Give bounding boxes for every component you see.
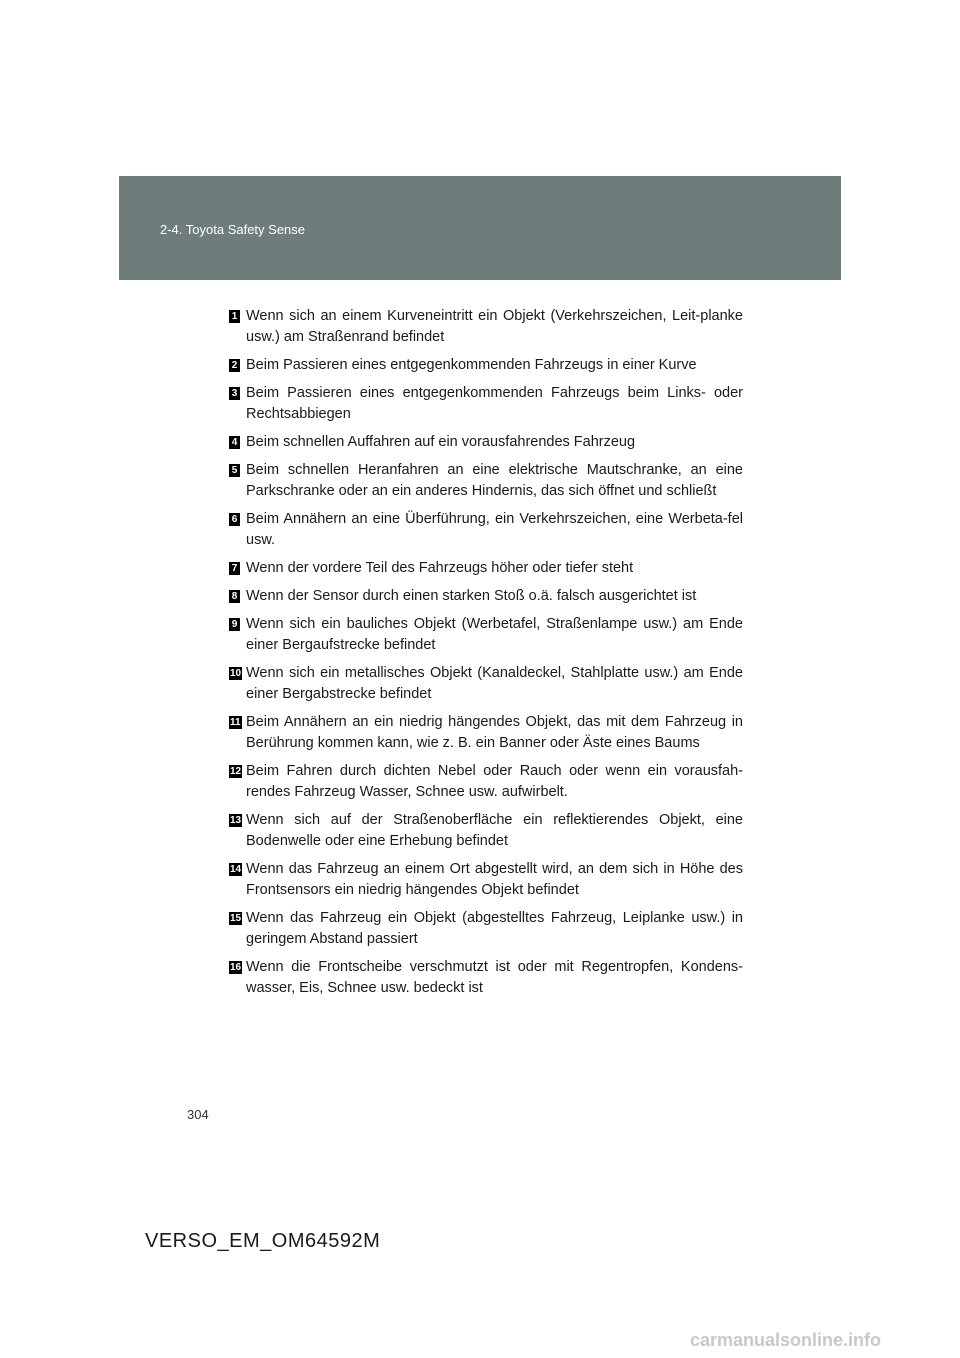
list-item <box>229 614 743 656</box>
list-item <box>229 957 743 999</box>
item-text: Beim Passieren eines entgegenkommenden Fahrzeugs beim Links- oder Rechtsabbiegen <box>246 385 743 422</box>
item-text: Beim schnellen Heranfahren an eine elektrische Mautschranke, an eine Parkschranke oder an ein anderes Hindernis, das sich öffnet und schließt <box>246 462 743 499</box>
item-text: Wenn das Fahrzeug ein Objekt (abgestelltes Fahrzeug, Leiplanke usw.) in geringem Abstand passiert <box>246 910 743 947</box>
item-number-badge: 7 <box>229 562 240 575</box>
item-text: Wenn die Frontscheibe verschmutzt ist oder mit Regentropfen, Kondens-wasser, Eis, Schnee usw. bedeckt ist <box>246 959 743 996</box>
item-number-badge: 14 <box>230 864 242 875</box>
item-number-badge: 9 <box>229 618 240 631</box>
item-number-badge: 15 <box>230 913 242 924</box>
item-number-badge: 1 <box>229 310 240 323</box>
list-item <box>229 908 743 950</box>
item-text: Wenn sich an einem Kurveneintritt ein Objekt (Verkehrszeichen, Leit-planke usw.) am Straßenrand befindet <box>246 308 743 345</box>
item-number-badge: 13 <box>230 815 242 826</box>
list-item <box>229 306 743 348</box>
list-item <box>229 460 743 502</box>
list-item <box>229 586 743 607</box>
item-text: Beim Fahren durch dichten Nebel oder Rauch oder wenn ein vorausfah-rendes Fahrzeug Wasser, Schnee usw. aufwirbelt. <box>246 763 743 800</box>
list-item <box>229 859 743 901</box>
section-title: 2-4. Toyota Safety Sense <box>160 222 306 237</box>
item-number-badge: 12 <box>230 766 242 777</box>
list-item <box>229 761 743 803</box>
list-item <box>229 558 743 579</box>
list-item <box>229 383 743 425</box>
item-number-badge: 3 <box>229 387 240 400</box>
item-text: Wenn der Sensor durch einen starken Stoß o.ä. falsch ausgerichtet ist <box>246 588 697 604</box>
item-text: Wenn der vordere Teil des Fahrzeugs höher oder tiefer steht <box>246 560 634 576</box>
item-number-badge: 5 <box>229 464 240 477</box>
item-number-badge: 8 <box>229 590 240 603</box>
item-number-badge: 11 <box>230 717 241 728</box>
list-item <box>229 355 743 376</box>
page-number: 304 <box>187 1107 209 1122</box>
item-text: Beim Annähern an eine Überführung, ein Verkehrszeichen, eine Werbeta-fel usw. <box>246 511 743 548</box>
list-item <box>229 712 743 754</box>
item-number-badge: 6 <box>229 513 240 526</box>
item-text: Wenn das Fahrzeug an einem Ort abgestellt wird, an dem sich in Höhe des Frontsensors ein niedrig hängendes Objekt befindet <box>246 861 743 898</box>
item-text: Wenn sich auf der Straßenoberfläche ein reflektierendes Objekt, eine Bodenwelle oder eine Erhebung befindet <box>246 812 743 849</box>
item-text: Wenn sich ein bauliches Objekt (Werbetafel, Straßenlampe usw.) am Ende einer Bergaufstrecke befindet <box>246 616 743 653</box>
item-text: Beim schnellen Auffahren auf ein vorausfahrendes Fahrzeug <box>246 434 636 450</box>
item-number-badge: 4 <box>229 436 240 449</box>
item-number-badge: 16 <box>230 962 242 973</box>
condition-list <box>229 306 743 1006</box>
list-item <box>229 432 743 453</box>
section-header-band <box>119 176 841 280</box>
item-number-badge: 2 <box>229 359 240 372</box>
list-item <box>229 810 743 852</box>
list-item <box>229 509 743 551</box>
item-text: Beim Annähern an ein niedrig hängendes Objekt, das mit dem Fahrzeug in Berührung kommen kann, wie z. B. ein Banner oder Äste eines Baums <box>246 714 743 751</box>
watermark: carmanualsonline.info <box>690 1330 882 1350</box>
item-text: Wenn sich ein metallisches Objekt (Kanaldeckel, Stahlplatte usw.) am Ende einer Bergabstrecke befindet <box>246 665 743 702</box>
list-item <box>229 663 743 705</box>
item-number-badge: 10 <box>230 668 242 679</box>
document-code: VERSO_EM_OM64592M <box>145 1230 381 1252</box>
item-text: Beim Passieren eines entgegenkommenden Fahrzeugs in einer Kurve <box>246 357 697 373</box>
